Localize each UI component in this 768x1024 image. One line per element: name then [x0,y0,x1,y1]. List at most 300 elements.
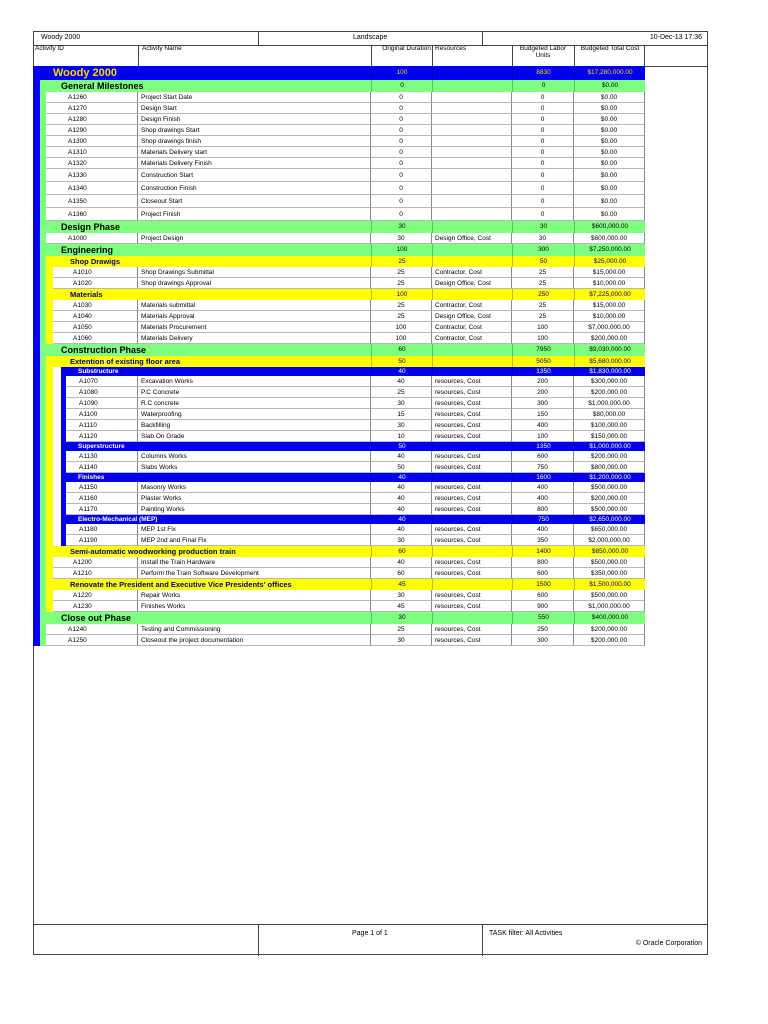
activity-name: Closeout Start [138,195,371,208]
activity-id: A1010 [46,267,138,278]
wbs-total-cost: $600,000.00 [574,221,645,233]
activity-row [33,462,645,473]
activity-name: Slabs Works [138,462,371,473]
wbs-row-level-3 [33,256,645,267]
activity-id: A1300 [40,136,138,147]
activity-resources [432,182,512,195]
wbs-labor-units: 8830 [512,66,574,80]
activity-resources: resources, Cost [432,420,512,431]
activity-total-cost: $300,000.00 [574,376,645,387]
header-divider [258,31,259,45]
activity-row [33,431,645,442]
wbs-name: Semi-automatic woodworking production train [70,547,236,556]
activity-resources: resources, Cost [432,557,512,568]
activity-duration: 25 [371,278,432,289]
activity-labor-units: 0 [512,195,574,208]
activity-id: A1130 [66,451,138,462]
activity-name: R.C concrete [138,398,371,409]
col-original-duration: Original Duration [382,45,431,52]
col-labor-units: Budgeted Labor Units [519,45,567,59]
wbs-resources [432,442,512,451]
activity-id: A1020 [46,278,138,289]
activity-name: Shop drawings Start [138,125,371,136]
activity-labor-units: 300 [512,398,574,409]
activity-labor-units: 250 [512,624,574,635]
activity-name: Install the Train Hardware [138,557,371,568]
activity-id: A1290 [40,125,138,136]
wbs-labor-units: 50 [512,256,574,267]
activity-total-cost: $500,000.00 [574,557,645,568]
activity-resources: resources, Cost [432,535,512,546]
activity-duration: 30 [371,635,432,646]
activity-resources: resources, Cost [432,409,512,420]
activity-row [33,451,645,462]
activity-duration: 25 [371,387,432,398]
activity-row [33,147,645,158]
activity-name: Materials Delivery Finish [138,158,371,169]
activity-total-cost: $0.00 [574,136,645,147]
wbs-level-stripe [46,267,53,289]
activity-resources: Contractor, Cost [432,300,512,311]
activity-row [33,136,645,147]
activity-id: A1360 [40,208,138,221]
activity-labor-units: 400 [512,493,574,504]
activity-duration: 60 [371,568,432,579]
activity-duration: 30 [371,535,432,546]
activity-labor-units: 0 [512,208,574,221]
activity-name: Construction Finish [138,182,371,195]
activity-id: A1000 [40,233,138,244]
col-divider [138,45,139,66]
activity-resources [432,158,512,169]
report-footer [33,924,708,956]
activity-total-cost: $500,000.00 [574,504,645,515]
activity-id: A1230 [46,601,138,612]
activity-total-cost: $650,000.00 [574,524,645,535]
activity-labor-units: 200 [512,387,574,398]
activity-labor-units: 600 [512,568,574,579]
wbs-duration: 25 [371,256,432,267]
activity-name: Materials Delivery start [138,147,371,158]
col-total-cost: Budgeted Total Cost [580,45,640,52]
activity-duration: 100 [371,322,432,333]
wbs-resources [432,515,512,524]
wbs-labor-units: 300 [512,244,574,256]
activity-row [33,208,645,221]
activity-name: Perform the Train Software Development [138,568,371,579]
activity-labor-units: 25 [512,278,574,289]
activity-duration: 0 [371,169,432,182]
activity-duration: 15 [371,409,432,420]
wbs-row-level-4 [33,473,645,482]
activity-total-cost: $80,000.00 [574,409,645,420]
activity-name: Materials Delivery [138,333,371,344]
wbs-labor-units: 550 [512,612,574,624]
activity-id: A1180 [66,524,138,535]
activity-row [33,158,645,169]
activity-total-cost: $200,000.00 [574,635,645,646]
activity-resources: Design Office, Cost [432,233,512,244]
activity-row [33,590,645,601]
activity-name: Repair Works [138,590,371,601]
activity-labor-units: 0 [512,136,574,147]
activity-name: MEP 2nd and Final Fix [138,535,371,546]
wbs-duration: 40 [371,367,432,376]
activity-duration: 25 [371,300,432,311]
activity-name: Project Finish [138,208,371,221]
activity-total-cost: $500,000.00 [574,590,645,601]
activity-id: A1220 [46,590,138,601]
activity-resources: resources, Cost [432,624,512,635]
activity-labor-units: 0 [512,147,574,158]
activity-total-cost: $2,000,000.00 [574,535,645,546]
activity-labor-units: 30 [512,233,574,244]
activity-name: Masonry Works [138,482,371,493]
wbs-duration: 45 [371,579,432,590]
activity-duration: 30 [371,590,432,601]
activity-labor-units: 300 [512,635,574,646]
wbs-row-level-4 [33,367,645,376]
wbs-row-level-2 [33,80,645,92]
activity-name: Waterproofing [138,409,371,420]
activity-total-cost: $0.00 [574,103,645,114]
activity-labor-units: 800 [512,557,574,568]
activity-duration: 30 [371,398,432,409]
wbs-name: Woody 2000 [53,67,117,79]
activity-row [33,376,645,387]
activity-resources: resources, Cost [432,568,512,579]
activity-labor-units: 0 [512,92,574,103]
activity-labor-units: 25 [512,300,574,311]
activity-labor-units: 750 [512,462,574,473]
activity-labor-units: 100 [512,431,574,442]
activity-total-cost: $15,000.00 [574,267,645,278]
activity-id: A1340 [40,182,138,195]
activity-labor-units: 0 [512,114,574,125]
activity-total-cost: $0.00 [574,125,645,136]
activity-name: Materials submittal [138,300,371,311]
wbs-total-cost: $25,000.00 [574,256,645,267]
activity-resources: resources, Cost [432,493,512,504]
wbs-name: Construction Phase [61,345,147,355]
wbs-duration: 40 [371,473,432,482]
wbs-row-level-4 [33,515,645,524]
activity-name: MEP 1st Fix [138,524,371,535]
activity-id: A1080 [66,387,138,398]
activity-id: A1110 [66,420,138,431]
activity-total-cost: $0.00 [574,182,645,195]
col-divider [644,45,645,66]
activity-duration: 40 [371,482,432,493]
activity-duration: 0 [371,125,432,136]
activity-duration: 0 [371,114,432,125]
activity-row [33,504,645,515]
activity-row [33,482,645,493]
wbs-name: Finishes [78,474,105,481]
activity-row [33,568,645,579]
wbs-total-cost: $0.00 [574,80,645,92]
activity-row [33,300,645,311]
activity-labor-units: 800 [512,504,574,515]
activity-total-cost: $500,000.00 [574,482,645,493]
activity-duration: 0 [371,103,432,114]
wbs-resources [432,612,512,624]
activity-resources: Contractor, Cost [432,333,512,344]
activity-name: Design Finish [138,114,371,125]
col-resources: Resources [435,45,467,52]
activity-duration: 40 [371,376,432,387]
activity-resources: resources, Cost [432,387,512,398]
activity-id: A1350 [40,195,138,208]
wbs-name: Engineering [61,245,114,255]
activity-labor-units: 100 [512,322,574,333]
activity-duration: 0 [371,195,432,208]
activity-total-cost: $200,000.00 [574,624,645,635]
wbs-total-cost: $2,650,000.00 [574,515,645,524]
activity-row [33,524,645,535]
activity-id: A1190 [66,535,138,546]
copyright: © Oracle Corporation [635,940,702,947]
activity-total-cost: $0.00 [574,169,645,182]
activity-duration: 100 [371,333,432,344]
activity-total-cost: $200,000.00 [574,451,645,462]
activity-labor-units: 100 [512,333,574,344]
activity-labor-units: 25 [512,267,574,278]
activity-labor-units: 400 [512,420,574,431]
wbs-name: General Milestones [61,81,144,91]
wbs-resources [432,244,512,256]
activity-row [33,195,645,208]
wbs-labor-units: 750 [512,515,574,524]
activity-duration: 40 [371,557,432,568]
activity-row [33,535,645,546]
wbs-resources [432,579,512,590]
activity-id: A1310 [40,147,138,158]
activity-row [33,387,645,398]
activity-row [33,398,645,409]
activity-id: A1250 [40,635,138,646]
footer-divider [482,925,483,956]
wbs-labor-units: 1600 [512,473,574,482]
activity-resources: resources, Cost [432,590,512,601]
activity-labor-units: 0 [512,182,574,195]
wbs-resources [432,80,512,92]
wbs-level-stripe [46,367,53,546]
activity-name: Shop drawings Approval [138,278,371,289]
activity-id: A1200 [46,557,138,568]
wbs-row-level-3 [33,356,645,367]
activity-id: A1280 [40,114,138,125]
activity-total-cost: $0.00 [574,92,645,103]
activity-resources: Design Office, Cost [432,311,512,322]
activity-row [33,420,645,431]
activity-name: Project Start Date [138,92,371,103]
page-number: Page 1 of 1 [352,930,388,937]
col-activity-name: Activity Name [142,45,182,52]
activity-resources: Contractor, Cost [432,267,512,278]
activity-name: Slab On Grade [138,431,371,442]
activity-name: Shop drawings finish [138,136,371,147]
activity-row [33,333,645,344]
activity-name: Closeout the project documentation [138,635,371,646]
activity-labor-units: 900 [512,601,574,612]
activity-resources: Design Office, Cost [432,278,512,289]
activity-duration: 40 [371,451,432,462]
activity-id: A1050 [46,322,138,333]
activity-row [33,311,645,322]
activity-total-cost: $1,000,000.00 [574,398,645,409]
activity-name: Materials Procurement [138,322,371,333]
activity-id: A1150 [66,482,138,493]
activity-row [33,635,645,646]
activity-name: Plaster Works [138,493,371,504]
wbs-resources [432,473,512,482]
activity-total-cost: $350,000.00 [574,568,645,579]
wbs-total-cost: $850,000.00 [574,546,645,557]
wbs-duration: 30 [371,612,432,624]
wbs-level-stripe [46,300,53,344]
activity-total-cost: $15,000.00 [574,300,645,311]
layout-name: Landscape [353,34,388,41]
activity-id: A1040 [46,311,138,322]
wbs-row-level-3 [33,579,645,590]
wbs-duration: 50 [371,442,432,451]
wbs-total-cost: $17,280,000.00 [574,66,645,80]
activity-duration: 50 [371,462,432,473]
activity-row [33,92,645,103]
activity-id: A1070 [66,376,138,387]
activity-name: Materials Approval [138,311,371,322]
wbs-total-cost: $400,000.00 [574,612,645,624]
activity-total-cost: $200,000.00 [574,493,645,504]
wbs-level-stripe [40,80,46,221]
activity-name: Backfilling [138,420,371,431]
header-divider [482,31,483,45]
wbs-total-cost: $1,200,000.00 [574,473,645,482]
activity-duration: 0 [371,147,432,158]
col-divider [432,45,433,66]
wbs-duration: 50 [371,356,432,367]
activity-resources [432,125,512,136]
activity-row [33,114,645,125]
wbs-resources [432,356,512,367]
activity-labor-units: 350 [512,535,574,546]
activity-duration: 40 [371,493,432,504]
activity-labor-units: 0 [512,169,574,182]
wbs-resources [432,344,512,356]
activity-name: Testing and Commissioning [138,624,371,635]
wbs-labor-units: 1350 [512,442,574,451]
activity-resources [432,169,512,182]
wbs-total-cost: $9,030,000.00 [574,344,645,356]
activity-resources [432,103,512,114]
wbs-labor-units: 1400 [512,546,574,557]
activity-labor-units: 600 [512,590,574,601]
activity-resources [432,208,512,221]
activity-labor-units: 25 [512,311,574,322]
col-divider [371,45,372,66]
activity-resources: resources, Cost [432,601,512,612]
activity-id: A1260 [40,92,138,103]
activity-id: A1090 [66,398,138,409]
activity-id: A1120 [66,431,138,442]
wbs-name: Superstructure [78,443,125,450]
wbs-name: Shop Drawigs [70,257,121,266]
activity-row [33,267,645,278]
report-header [33,31,708,45]
activity-id: A1320 [40,158,138,169]
wbs-labor-units: 7950 [512,344,574,356]
activity-labor-units: 200 [512,376,574,387]
activity-resources [432,114,512,125]
wbs-resources [432,221,512,233]
activity-resources: resources, Cost [432,451,512,462]
activity-duration: 10 [371,431,432,442]
activity-resources: resources, Cost [432,524,512,535]
wbs-name: Extention of existing floor area [70,357,181,366]
activity-duration: 30 [371,233,432,244]
activity-duration: 40 [371,524,432,535]
wbs-duration: 30 [371,221,432,233]
activity-total-cost: $0.00 [574,147,645,158]
wbs-labor-units: 30 [512,221,574,233]
wbs-name: Close out Phase [61,613,132,623]
wbs-row-level-4 [33,442,645,451]
wbs-total-cost: $1,830,000.00 [574,367,645,376]
wbs-resources [432,256,512,267]
activity-total-cost: $1,000,000.00 [574,601,645,612]
wbs-row-level-2 [33,244,645,256]
activity-id: A1170 [66,504,138,515]
wbs-total-cost: $7,250,000.00 [574,244,645,256]
activity-row [33,233,645,244]
activity-row [33,624,645,635]
activity-total-cost: $800,000.00 [574,462,645,473]
activity-id: A1060 [46,333,138,344]
wbs-name: Substructure [78,368,119,375]
wbs-level-stripe [46,557,53,579]
wbs-total-cost: $5,680,000.00 [574,356,645,367]
activity-labor-units: 400 [512,524,574,535]
wbs-labor-units: 5050 [512,356,574,367]
activity-duration: 0 [371,158,432,169]
activity-labor-units: 0 [512,158,574,169]
activity-total-cost: $200,000.00 [574,387,645,398]
wbs-level-stripe [61,367,66,546]
wbs-duration: 0 [371,80,432,92]
wbs-level-stripe [40,612,46,646]
activity-row [33,409,645,420]
activity-id: A1100 [66,409,138,420]
wbs-row-level-2 [33,221,645,233]
col-activity-id: Activity ID [35,45,64,52]
wbs-duration: 100 [371,66,432,80]
activity-total-cost: $150,000.00 [574,431,645,442]
activity-id: A1140 [66,462,138,473]
activity-labor-units: 150 [512,409,574,420]
wbs-row-level-3 [33,289,645,300]
activity-duration: 0 [371,182,432,195]
activity-id: A1270 [40,103,138,114]
wbs-name: Materials [70,290,103,299]
activity-labor-units: 0 [512,125,574,136]
activity-name: Painting Works [138,504,371,515]
activity-resources: resources, Cost [432,462,512,473]
activity-labor-units: 0 [512,103,574,114]
activity-name: Excavation Works [138,376,371,387]
project-name: Woody 2000 [41,34,81,41]
col-divider [512,45,513,66]
